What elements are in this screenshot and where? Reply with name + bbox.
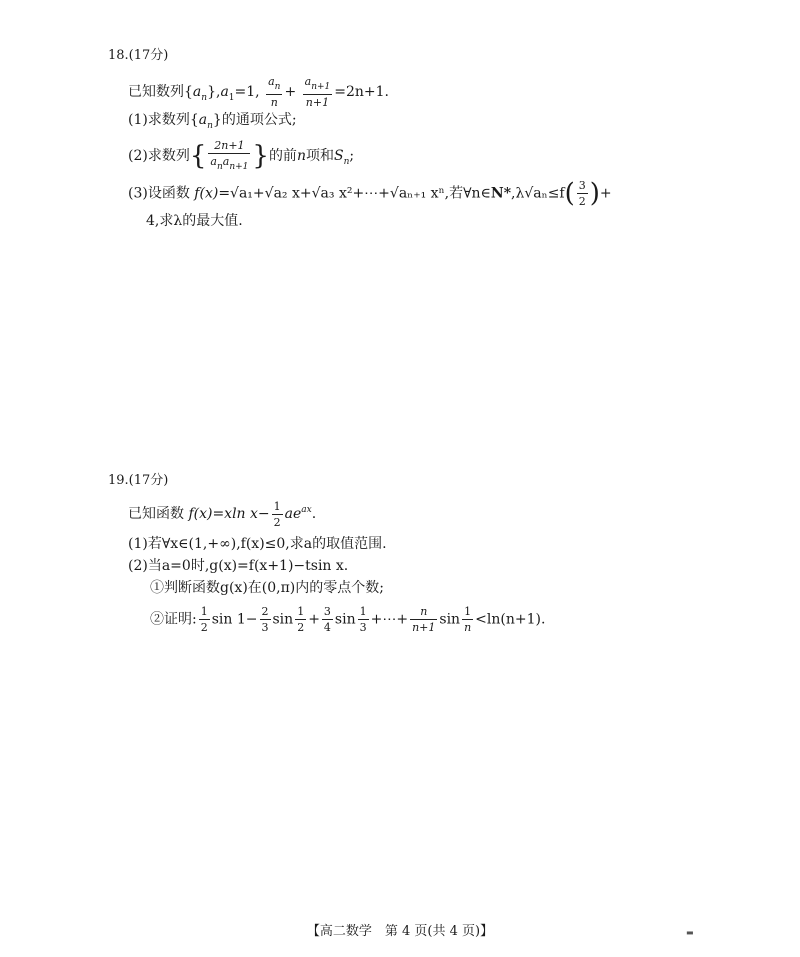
fraction-1-over-2: $\frac{1}{2}$ <box>273 499 281 529</box>
left-brace: { <box>189 141 207 171</box>
fraction-2n1-over-anan1: $\frac{2n+1}{a_na_{n+1}}$ <box>210 139 249 172</box>
problem-18-part-2: (2)求数列{ $\frac{2n+1}{a_na_{n+1}}$ }的前n项和$S_n$; <box>128 139 355 172</box>
page-footer: 【高二数学 第 4 页(共 4 页)】 <box>306 924 494 939</box>
problem-18-part-3-line-2: 4,求λ的最大值. <box>146 213 243 229</box>
scan-mark: ▬ <box>686 928 694 937</box>
problem-19-sub-2: ②证明: $\frac{1}{2}$ sin 1− $\frac{2}{3}$ sin $\frac{1}{2}$ + $\frac{3}{4}$ sin $\frac{1}{3}$ +⋯+ $\frac{n}{n+1}$ sin $\frac{1}{n}$ <ln(n+1). <box>150 605 546 634</box>
fraction-an-over-n: $\frac{a_n}{n}$ <box>268 75 281 109</box>
fraction-3-over-2: $\frac{3}{2}$ <box>578 179 586 208</box>
problem-18-part-3: (3)设函数 f(x)=√a₁+√a₂ x+√a₃ x²+⋯+√aₙ₊₁ xⁿ,若∀n∈N*,λ√aₙ≤f( $\frac{3}{2}$ )+ <box>128 178 612 209</box>
problem-19-given: 已知函数 f(x)=xln x− $\frac{1}{2}$ $ae^{ax}$. <box>128 499 317 529</box>
fraction-an1-over-n1: $\frac{a_{n+1}}{n+1}$ <box>304 75 331 109</box>
problem-18-header: 18.(17分) <box>108 48 169 63</box>
problem-19-sub-1: ①判断函数g(x)在(0,π)内的零点个数; <box>150 580 384 596</box>
problem-18-part-1: (1)求数列$\{a_n\}$的通项公式; <box>128 112 297 131</box>
problem-19-header: 19.(17分) <box>108 473 169 488</box>
problem-19-part-1: (1)若∀x∈(1,+∞),f(x)≤0,求a的取值范围. <box>128 536 387 552</box>
problem-18-given: 已知数列$\{a_n\},a_1=1$, $\frac{a_n}{n}$ + $\frac{a_{n+1}}{n+1}$ =2n+1. <box>128 75 390 109</box>
right-brace: } <box>252 141 269 171</box>
problem-19-part-2: (2)当a=0时,g(x)=f(x+1)−tsin x. <box>128 558 349 574</box>
